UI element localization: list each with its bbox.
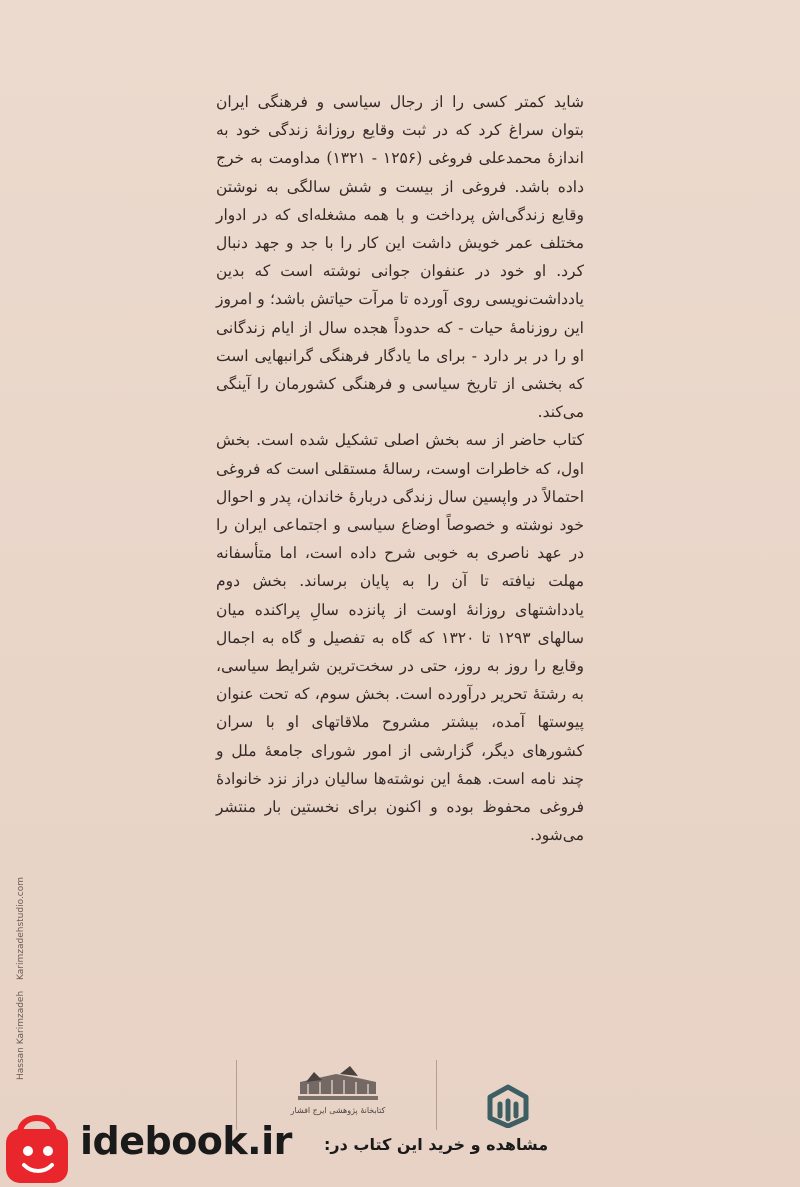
blurb-text bbox=[216, 88, 584, 849]
designer-credit bbox=[16, 876, 34, 1080]
blurb-paragraph-2: کتاب حاضر از سه بخش اصلی تشکیل شده است. بخش اول، که خاطرات اوست، رسالهٔ مستقلی است که فروغی احتمالاً در واپسین سال زندگی دربارهٔ خاندان، پدر و احوال خود نوشته و خصوصاً اوضاع سیاسی و اجتماعی ایران را در عهد ناصری به خوبی شرح داده است، اما متأسفانه مهلت نیافته تا آن را به پایان برساند. بخش دوم یادداشتهای روزانهٔ اوست از پانزده سالِ پراکنده میان سالهای ۱۲۹۳ تا ۱۳۲۰ که گاه به تفصیل و گاه به اجمال وقایع را روز به روز، حتی در سخت‌ترین شرایط سیاسی، به رشتهٔ تحریر درآورده است. بخش سوم، که تحت عنوان پیوستها آمده، بیشتر مشروح ملاقاتهای او با سران کشورهای دیگر، گزارشی از امور شورای جامعهٔ ملل و چند نامه است. همهٔ این نوشته‌ها سالیان دراز نزد خانوادهٔ فروغی محفوظ بوده و اکنون برای نخستین بار منتشر می‌شود. bbox=[216, 431, 584, 845]
blurb-paragraph-1: شاید کمتر کسی را از رجال سیاسی و فرهنگی ایران بتوان سراغ کرد که در ثبت وقایع روزانهٔ زندگی خود به اندازهٔ محمدعلی فروغی (۱۲۵۶ - ۱۳۲۱) مداومت به خرج داده باشد. فروغی از بیست و شش سالگی به نوشتن وقایع زندگی‌اش پرداخت و با همه مشغله‌ای که در ادوار مختلف عمر خویش داشت این کار را با جد و جهد دنبال کرد. او خود در عنفوان جوانی نوشته است که بدین یادداشت‌نویسی روی آورده تا مرآت حیاتش باشد؛ و امروز این روزنامهٔ حیات - که حدوداً هجده سال از ایام زندگانی او را در بر دارد - برای ما یادگار فرهنگی گرانبهایی است که بخشی از تاریخ سیاسی و فرهنگی کشورمان را آینگی می‌کند. bbox=[216, 93, 584, 422]
shopping-bag-icon bbox=[0, 1103, 74, 1187]
brand-name[interactable]: idebook.ir bbox=[80, 1119, 292, 1163]
store-banner[interactable] bbox=[0, 1097, 800, 1187]
library-caption: کتابخانهٔ پژوهشی ایرج افشار bbox=[290, 1106, 386, 1115]
designer-site: Karimzadehstudio.com bbox=[16, 876, 26, 980]
designer-name: Hassan Karimzadeh bbox=[16, 990, 26, 1080]
banner-cta: مشاهده و خرید این کتاب در: bbox=[324, 1135, 549, 1154]
